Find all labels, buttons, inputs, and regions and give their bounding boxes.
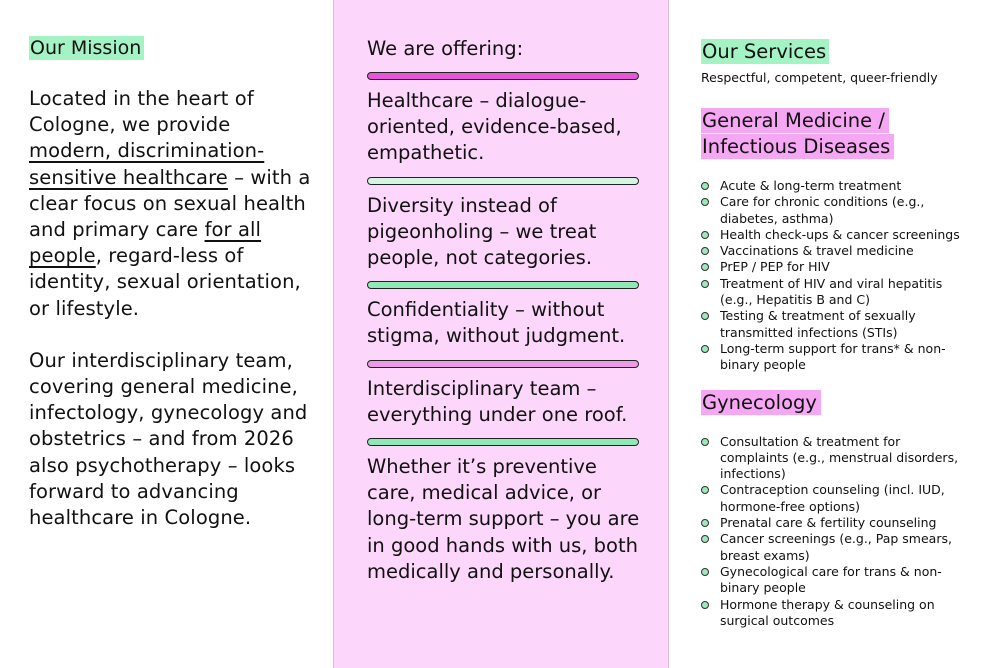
mission-paragraph-1 <box>29 86 313 322</box>
list-item-text: Treatment of HIV and viral hepatitis (e.g., Hepatitis B and C) <box>720 275 943 308</box>
divider-bar <box>367 360 639 368</box>
mission-text-b: – with a clear focus on sexual health and primary care <box>29 165 311 242</box>
list-item-text: Gynecological care for trans & non-binary people <box>720 563 942 596</box>
bullet-dot-icon <box>701 247 709 255</box>
divider-bar <box>367 438 639 446</box>
divider-bar <box>367 177 639 185</box>
list-item <box>701 308 970 341</box>
services-title <box>701 40 990 64</box>
list-item <box>701 194 970 227</box>
offering-item: Whether it’s preventive care, medical advice, or long-term support – you are in good hands with us, both medically and personally. <box>367 455 640 583</box>
general-medicine-title-line1: General Medicine / <box>701 108 889 133</box>
list-item <box>701 564 970 597</box>
bullet-dot-icon <box>701 568 709 576</box>
list-item <box>701 259 970 275</box>
list-item-text: Acute & long-term treatment <box>720 178 902 193</box>
gynecology-list <box>701 434 990 630</box>
offering-item: Confidentiality – without stigma, without judgment. <box>367 298 626 348</box>
list-item <box>701 597 970 630</box>
mission-text-a: Located in the heart of Cologne, we provide <box>29 87 254 137</box>
list-item-text: PrEP / PEP for HIV <box>720 259 830 275</box>
offering-item: Interdisciplinary team – everything under one roof. <box>367 376 628 426</box>
list-item <box>701 482 970 515</box>
list-item <box>701 531 970 564</box>
divider-bar <box>367 72 639 80</box>
bullet-dot-icon <box>701 231 709 239</box>
list-item-text: Long-term support for trans* & non-binary people <box>720 340 946 373</box>
bullet-dot-icon <box>701 312 709 320</box>
list-item <box>701 276 970 309</box>
services-column <box>669 0 1000 668</box>
offering-item: Diversity instead of pigeonholing – we treat people, not categories. <box>367 193 597 270</box>
general-medicine-list <box>701 178 990 374</box>
list-item <box>701 243 970 259</box>
bullet-dot-icon <box>701 519 709 527</box>
services-title-text: Our Services <box>701 39 829 64</box>
divider-bar <box>367 281 639 289</box>
list-item <box>701 227 970 243</box>
mission-title <box>29 36 313 60</box>
list-item-text: Consultation & treatment for complaints (e.g., menstrual disorders, infections) <box>720 433 959 482</box>
general-medicine-title-line2: Infectious Diseases <box>701 134 894 159</box>
list-item <box>701 341 970 374</box>
gynecology-title <box>701 390 990 416</box>
mission-text-c: , regard-less of identity, sexual orientation, or lifestyle. <box>29 244 301 320</box>
list-item-text: Cancer screenings (e.g., Pap smears, breast exams) <box>720 531 952 563</box>
bullet-dot-icon <box>701 198 709 206</box>
bullet-dot-icon <box>701 486 709 494</box>
mission-underlined-healthcare: modern, discrimination-sensitive healthcare <box>29 139 265 189</box>
general-medicine-title <box>701 108 990 160</box>
services-subtitle: Respectful, competent, queer-friendly <box>701 70 938 85</box>
list-item <box>701 434 970 483</box>
list-item-text: Care for chronic conditions (e.g., diabetes, asthma) <box>720 194 925 226</box>
bullet-dot-icon <box>701 438 709 446</box>
list-item-text: Vaccinations & travel medicine <box>720 243 914 259</box>
gynecology-title-text: Gynecology <box>701 390 821 415</box>
list-item-text: Hormone therapy & counseling on surgical outcomes <box>720 596 935 628</box>
list-item-text: Health check-ups & cancer screenings <box>720 226 960 242</box>
bullet-dot-icon <box>701 263 709 271</box>
bullet-dot-icon <box>701 182 709 190</box>
mission-underlined-all-people: for all people <box>29 218 262 268</box>
bullet-dot-icon <box>701 345 709 353</box>
list-item <box>701 515 970 531</box>
offering-title: We are offering: <box>367 37 524 60</box>
bullet-dot-icon <box>701 601 709 609</box>
mission-title-text: Our Mission <box>29 36 144 60</box>
bullet-dot-icon <box>701 535 709 543</box>
mission-column <box>0 0 333 668</box>
offering-item: Healthcare – dialogue-oriented, evidence-based, empathetic. <box>367 89 622 165</box>
list-item-text: Contraception counseling (incl. IUD, hormone-free options) <box>720 482 945 514</box>
list-item-text: Prenatal care & fertility counseling <box>720 515 937 531</box>
list-item <box>701 178 970 194</box>
mission-paragraph-2: Our interdisciplinary team, covering general medicine, infectology, gynecology and obstetrics – and from 2026 also psychotherapy – looks forward to advancing healthcare in Cologne. <box>29 348 308 530</box>
bullet-dot-icon <box>701 280 709 288</box>
list-item-text: Testing & treatment of sexually transmitted infections (STIs) <box>720 308 916 340</box>
offering-column <box>333 0 669 668</box>
